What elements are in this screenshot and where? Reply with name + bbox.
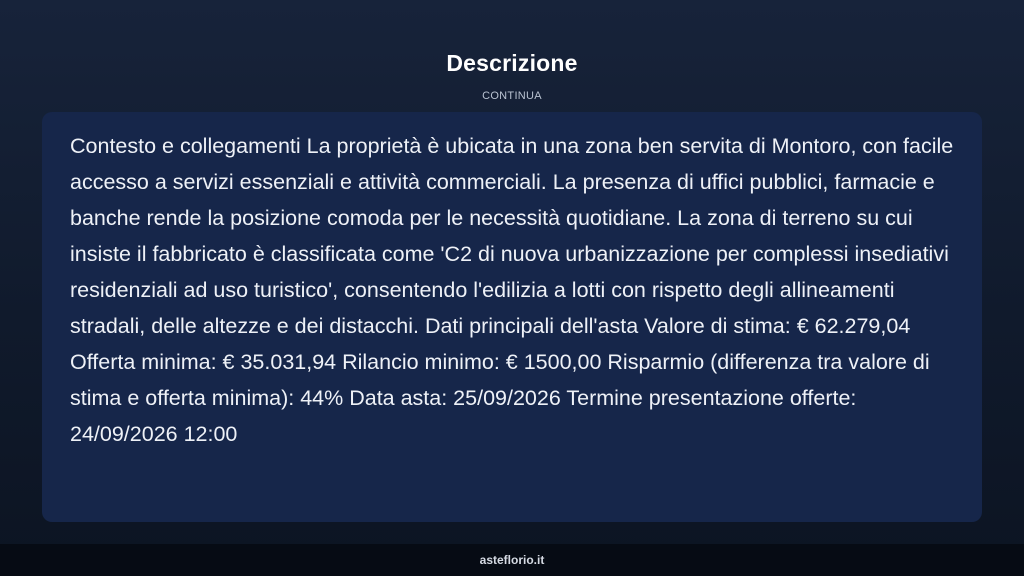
description-text: Contesto e collegamenti La proprietà è ubicata in una zona ben servita di Montoro, con facile accesso a servizi essenziali e attività commerciali. La presenza di uffici pubblici, farmacie e banche rende la posizione comoda per le necessità quotidiane. La zona di terreno su cui insiste il fabbricato è classificata come 'C2 di nuova urbanizzazione per complessi insediativi residenziali ad uso turistico', consentendo l'edilizia a lotti con rispetto degli allineamenti stradali, delle altezze e dei distacchi. Dati principali dell'asta Valore di stima: € 62.279,04 Offerta minima: € 35.031,94 Rilancio minimo: € 1500,00 Risparmio (differenza tra valore di stima e offerta minima): 44% Data asta: 25/09/2026 Termine presentazione offerte: 24/09/2026 12:00 xyxy=(70,134,954,446)
continue-label: CONTINUA xyxy=(482,90,542,102)
description-card xyxy=(42,112,982,522)
footer-bar xyxy=(0,544,1024,576)
page-title: Descrizione xyxy=(446,50,578,76)
site-name: asteflorio.it xyxy=(479,553,545,567)
